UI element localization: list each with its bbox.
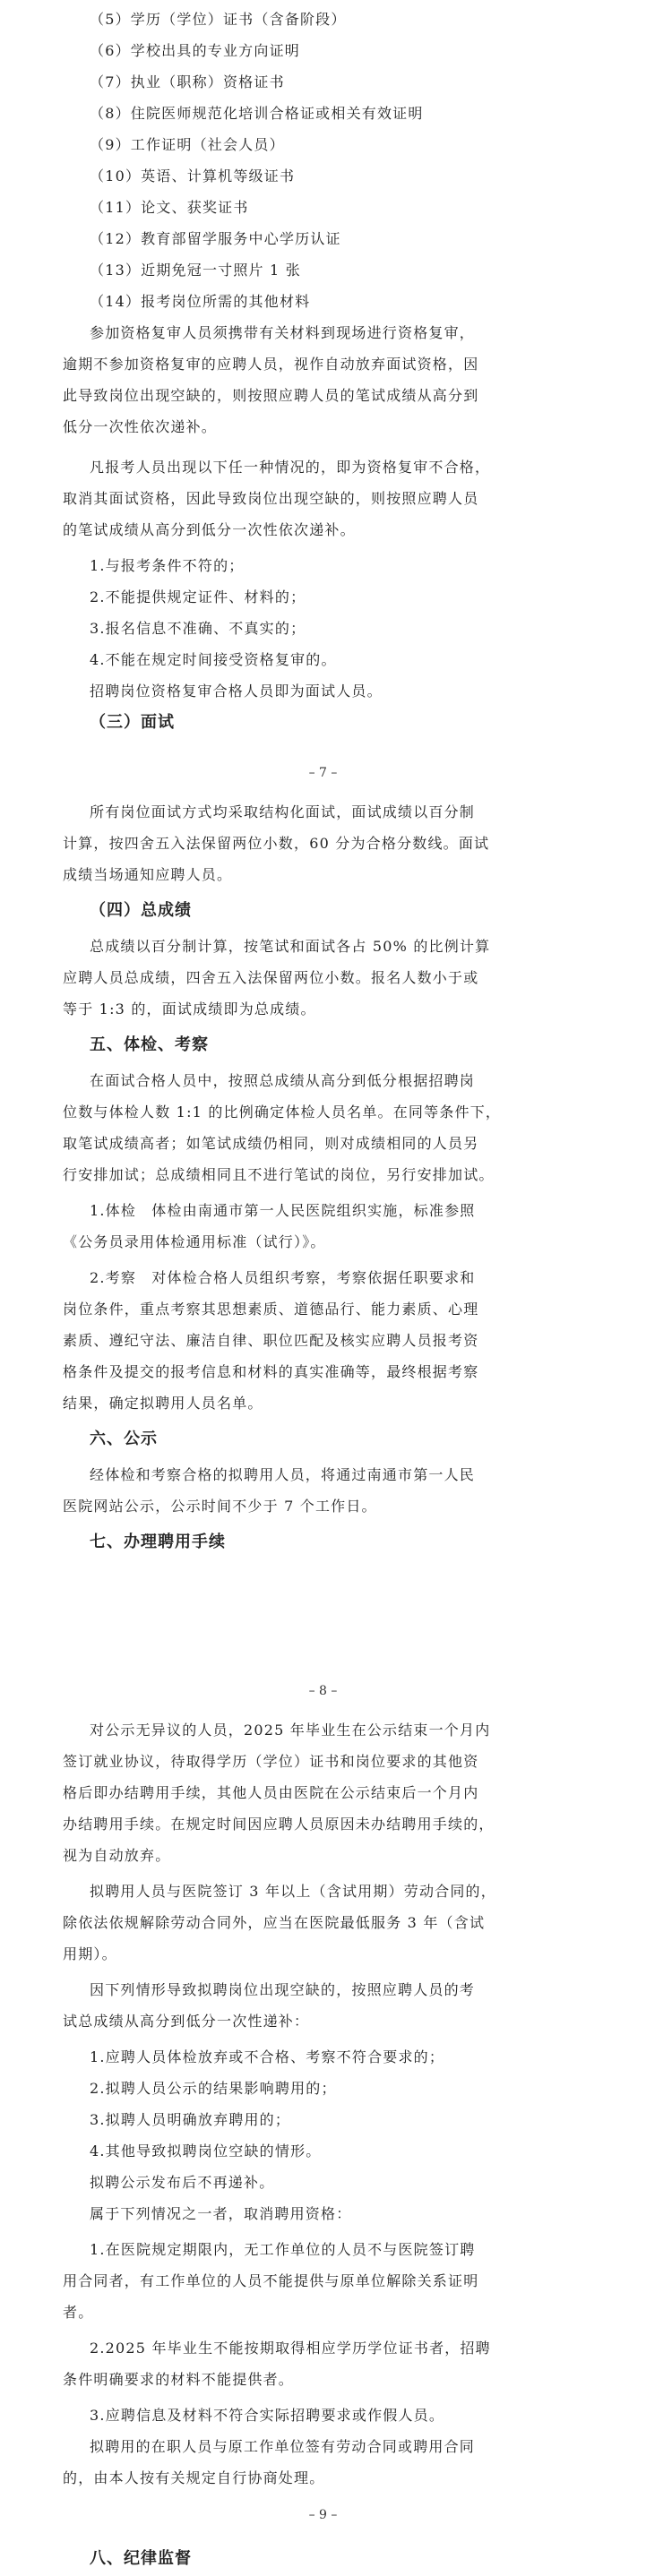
paragraph-line: 行安排加试；总成绩相同且不进行笔试的岗位，另行安排加试。 <box>63 1166 495 1183</box>
list-item: 3.拟聘人员明确放弃聘用的； <box>90 2111 291 2128</box>
paragraph-line: 经体检和考察合格的拟聘用人员，将通过南通市第一人民 <box>90 1466 476 1483</box>
list-item: （6）学校出具的专业方向证明 <box>90 42 300 59</box>
section-heading: 八、纪律监督 <box>90 2549 192 2568</box>
paragraph-line: 除依法依规解除劳动合同外，应当在医院最低服务 3 年（含试 <box>63 1914 486 1931</box>
paragraph-line: 此导致岗位出现空缺的，则按照应聘人员的笔试成绩从高分到 <box>63 387 479 404</box>
list-item: （9）工作证明（社会人员） <box>90 136 285 153</box>
paragraph-line: 逾期不参加资格复审的应聘人员，视作自动放弃面试资格，因 <box>63 356 479 373</box>
list-item: （11）论文、获奖证书 <box>90 199 249 216</box>
paragraph-line: 对公示无异议的人员，2025 年毕业生在公示结束一个月内 <box>90 1722 491 1739</box>
list-item: （8）住院医师规范化培训合格证或相关有效证明 <box>90 105 424 122</box>
paragraph-line: 招聘岗位资格复审合格人员即为面试人员。 <box>90 683 383 700</box>
paragraph-line: 岗位条件，重点考察其思想素质、道德品行、能力素质、心理 <box>63 1301 479 1318</box>
section-heading: （四）总成绩 <box>90 901 192 920</box>
paragraph-line: 因下列情形导致拟聘岗位出现空缺的，按照应聘人员的考 <box>90 1981 476 1998</box>
paragraph-line: 2.考察 对体检合格人员组织考察，考察依据任职要求和 <box>90 1269 476 1286</box>
paragraph-line: 3.应聘信息及材料不符合实际招聘要求或作假人员。 <box>90 2407 445 2424</box>
paragraph-line: 结果，确定拟聘用人员名单。 <box>63 1395 263 1412</box>
paragraph-line: 属于下列情况之一者，取消聘用资格： <box>90 2205 352 2222</box>
section-heading: （三）面试 <box>90 713 175 732</box>
paragraph-line: 拟聘用人员与医院签订 3 年以上（含试用期）劳动合同的， <box>90 1883 496 1900</box>
list-item: （5）学历（学位）证书（含备阶段） <box>90 11 347 28</box>
list-item: 4.其他导致拟聘岗位空缺的情形。 <box>90 2142 322 2160</box>
paragraph-line: 医院网站公示，公示时间不少于 7 个工作日。 <box>63 1498 377 1515</box>
paragraph-line: 用合同者，有工作单位的人员不能提供与原单位解除关系证明 <box>63 2272 479 2289</box>
paragraph-line: 试总成绩从高分到低分一次性递补： <box>63 2013 310 2030</box>
paragraph-line: 位数与体检人数 1:1 的比例确定体检人员名单。在同等条件下， <box>63 1103 502 1121</box>
list-item: （7）执业（职称）资格证书 <box>90 73 285 90</box>
paragraph-line: 条件明确要求的材料不能提供者。 <box>63 2371 295 2388</box>
paragraph-line: 素质、遵纪守法、廉洁自律、职位匹配及核实应聘人员报考资 <box>63 1332 479 1349</box>
list-item: （14）报考岗位所需的其他材料 <box>90 293 311 310</box>
paragraph-line: 《公务员录用体检通用标准（试行）》。 <box>63 1233 326 1250</box>
paragraph-line: 计算，按四舍五入法保留两位小数，60 分为合格分数线。面试 <box>63 835 490 852</box>
page-number: – 7 – <box>308 766 338 780</box>
paragraph-line: 所有岗位面试方式均采取结构化面试，面试成绩以百分制 <box>90 803 476 820</box>
list-item: 4.不能在规定时间接受资格复审的。 <box>90 651 337 668</box>
paragraph-line: 的笔试成绩从高分到低分一次性依次递补。 <box>63 521 356 538</box>
paragraph-line: 取笔试成绩高者；如笔试成绩仍相同，则对成绩相同的人员另 <box>63 1135 479 1152</box>
paragraph-line: 视为自动放弃。 <box>63 1847 171 1864</box>
paragraph-line: 参加资格复审人员须携带有关材料到现场进行资格复审， <box>90 324 476 341</box>
paragraph-line: 总成绩以百分制计算，按笔试和面试各占 50% 的比例计算 <box>90 938 491 955</box>
paragraph-line: 1.体检 体检由南通市第一人民医院组织实施，标准参照 <box>90 1202 476 1219</box>
section-heading: 七、办理聘用手续 <box>90 1533 226 1551</box>
paragraph-line: 的，由本人按有关规定自行协商处理。 <box>63 2469 325 2486</box>
paragraph-line: 在面试合格人员中，按照总成绩从高分到低分根据招聘岗 <box>90 1072 476 1089</box>
paragraph-line: 2.2025 年毕业生不能按期取得相应学历学位证书者，招聘 <box>90 2340 491 2357</box>
list-item: （10）英语、计算机等级证书 <box>90 167 296 185</box>
paragraph-line: 格后即办结聘用手续，其他人员由医院在公示结束后一个月内 <box>63 1784 479 1801</box>
paragraph-line: 拟聘用的在职人员与原工作单位签有劳动合同或聘用合同 <box>90 2438 476 2455</box>
page-number: – 9 – <box>308 2508 338 2522</box>
section-heading: 五、体检、考察 <box>90 1035 209 1054</box>
page-number: – 8 – <box>308 1684 338 1698</box>
list-item: 3.报名信息不准确、不真实的； <box>90 620 306 637</box>
paragraph-line: 等于 1:3 的，面试成绩即为总成绩。 <box>63 1000 316 1018</box>
paragraph-line: 拟聘公示发布后不再递补。 <box>90 2174 275 2191</box>
paragraph-line: 签订就业协议，待取得学历（学位）证书和岗位要求的其他资 <box>63 1753 479 1770</box>
list-item: （13）近期免冠一寸照片 1 张 <box>90 262 301 279</box>
list-item: 2.拟聘人员公示的结果影响聘用的； <box>90 2080 337 2097</box>
paragraph-line: 用期）。 <box>63 1945 117 1962</box>
paragraph-line: 应聘人员总成绩，四舍五入法保留两位小数。报名人数小于或 <box>63 969 479 986</box>
list-item: 1.与报考条件不符的； <box>90 557 245 574</box>
paragraph-line: 凡报考人员出现以下任一种情况的，即为资格复审不合格， <box>90 459 491 476</box>
paragraph-line: 1.在医院规定期限内，无工作单位的人员不与医院签订聘 <box>90 2241 476 2258</box>
list-item: 2.不能提供规定证件、材料的； <box>90 588 306 605</box>
paragraph-line: 格条件及提交的报考信息和材料的真实准确等，最终根据考察 <box>63 1363 479 1380</box>
paragraph-line: 者。 <box>63 2304 94 2321</box>
paragraph-line: 取消其面试资格，因此导致岗位出现空缺的，则按照应聘人员 <box>63 490 479 507</box>
section-heading: 六、公示 <box>90 1430 158 1448</box>
list-item: （12）教育部留学服务中心学历认证 <box>90 230 341 247</box>
paragraph-line: 成绩当场通知应聘人员。 <box>63 866 233 883</box>
paragraph-line: 低分一次性依次递补。 <box>63 418 218 435</box>
paragraph-line: 办结聘用手续。在规定时间因应聘人员原因未办结聘用手续的， <box>63 1816 495 1833</box>
list-item: 1.应聘人员体检放弃或不合格、考察不符合要求的； <box>90 2048 445 2065</box>
